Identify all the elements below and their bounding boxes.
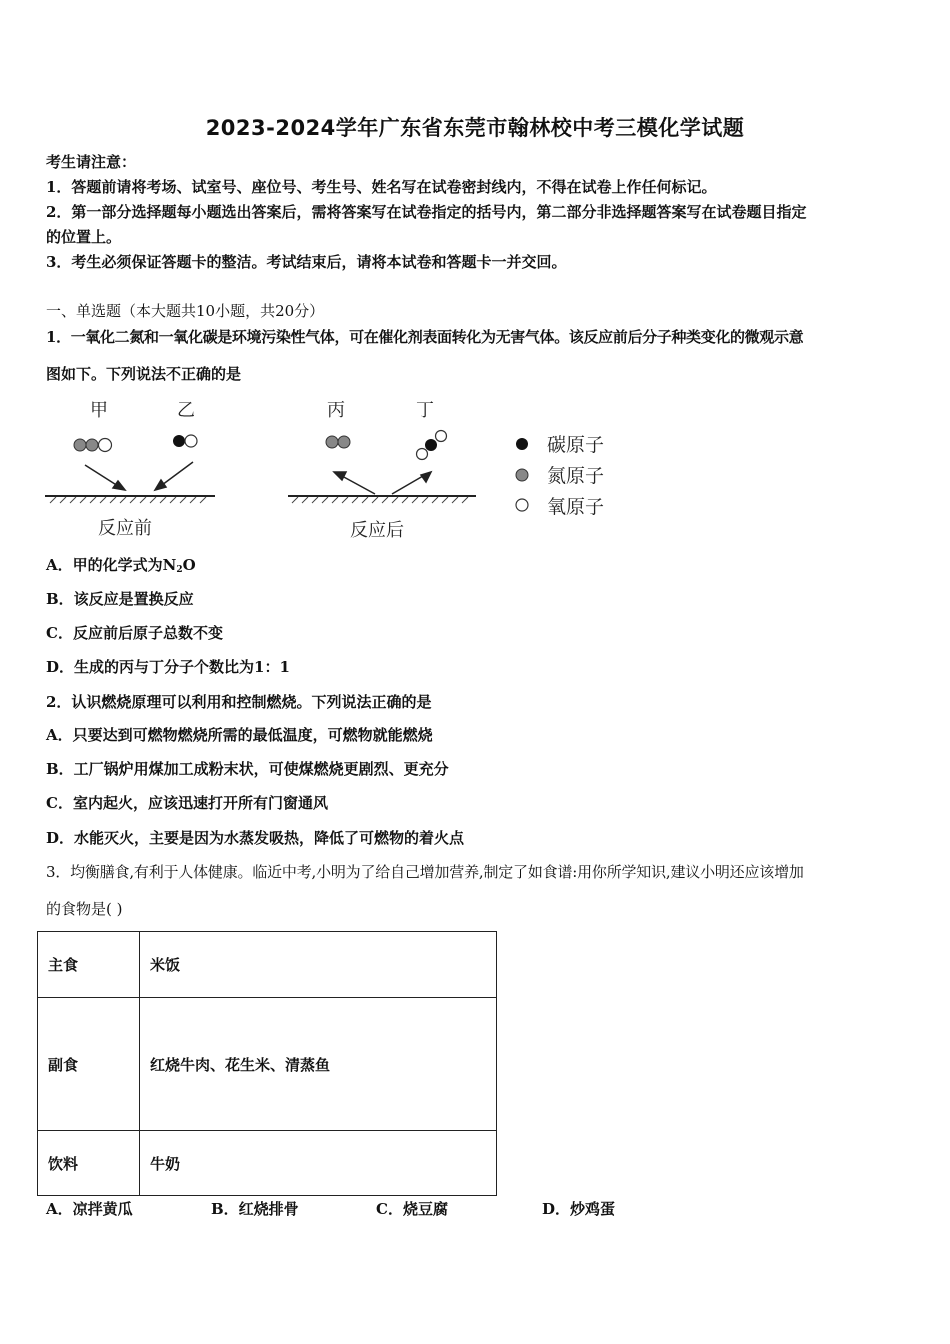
legend-carbon: 碳原子 <box>547 434 605 456</box>
caption-before: 反应前 <box>98 518 152 539</box>
label-ding: 丁 <box>416 400 434 421</box>
q2-option-c: C．室内起火，应该迅速打开所有门窗通风 <box>46 794 328 812</box>
q3-option-d: D．炒鸡蛋 <box>542 1200 616 1218</box>
notice-heading: 考生请注意： <box>46 153 137 171</box>
q2-option-b: B．工厂锅炉用煤加工成粉末状，可使煤燃烧更剧烈、更充分 <box>46 760 449 778</box>
menu-table <box>37 931 497 1196</box>
legend-oxygen: 氧原子 <box>547 496 605 518</box>
q3-stem-line1: 3．均衡膳食,有利于人体健康。临近中考,小明为了给自己增加营养,制定了如食谱:用你所学知识,建议小明还应该增加 <box>46 863 804 881</box>
table-cell-items: 红烧牛肉、花生米、清蒸鱼 <box>140 998 497 1131</box>
table-cell-items: 牛奶 <box>140 1131 497 1196</box>
arrows-before <box>85 462 193 490</box>
table-cell-category: 饮料 <box>38 1131 140 1196</box>
page-title: 2023-2024学年广东省东莞市翰林校中考三模化学试题 <box>205 116 745 140</box>
notice-item-1: 1．答题前请将考场、试室号、座位号、考生号、姓名写在试卷密封线内，不得在试卷上作任何标记。 <box>46 178 717 196</box>
notice-item-2: 2．第一部分选择题每小题选出答案后，需将答案写在试卷指定的括号内，第二部分非选择题答案写在试卷题目指定 <box>46 203 807 221</box>
arrows-after <box>334 472 431 494</box>
section-heading: 一、单选题（本大题共10小题，共20分） <box>46 302 325 320</box>
q1-stem-line2: 图如下。下列说法不正确的是 <box>46 365 242 383</box>
catalyst-surface-after <box>288 496 476 503</box>
notice-item-3: 3．考生必须保证答题卡的整洁。考试结束后，请将本试卷和答题卡一并交回。 <box>46 253 567 271</box>
table-row <box>38 932 497 998</box>
molecule-bing <box>326 436 350 448</box>
table-cell-category: 副食 <box>38 998 140 1131</box>
legend <box>516 434 604 518</box>
label-bing: 丙 <box>327 400 345 421</box>
molecule-jia <box>74 439 112 452</box>
q2-stem: 2．认识燃烧原理可以利用和控制燃烧。下列说法正确的是 <box>46 693 432 711</box>
notice-item-2-cont: 的位置上。 <box>46 228 122 246</box>
q2-option-a: A．只要达到可燃物燃烧所需的最低温度，可燃物就能燃烧 <box>46 726 433 744</box>
q3-option-b: B．红烧排骨 <box>211 1200 299 1218</box>
table-cell-category: 主食 <box>38 932 140 998</box>
q3-stem-line2: 的食物是( ) <box>46 900 123 918</box>
legend-nitrogen: 氮原子 <box>547 465 605 487</box>
catalyst-surface-before <box>45 496 215 503</box>
q3-option-a: A．凉拌黄瓜 <box>46 1200 133 1218</box>
q1-option-b: B．该反应是置换反应 <box>46 590 194 608</box>
label-yi: 乙 <box>177 400 195 421</box>
label-jia: 甲 <box>90 400 108 421</box>
table-cell-items: 米饭 <box>140 932 497 998</box>
q2-option-d: D．水能灭火，主要是因为水蒸发吸热，降低了可燃物的着火点 <box>46 829 465 847</box>
molecule-yi <box>173 435 197 447</box>
q1-option-c: C．反应前后原子总数不变 <box>46 624 223 642</box>
q1-stem-line1: 1．一氧化二氮和一氧化碳是环境污染性气体，可在催化剂表面转化为无害气体。该反应前后分子种类变化的微观示意 <box>46 328 804 346</box>
table-row <box>38 1131 497 1196</box>
q1-option-a: A．甲的化学式为$N_2O$ <box>46 556 196 575</box>
q1-option-d: D．生成的丙与丁分子个数比为1：1 <box>46 658 290 676</box>
reaction-diagram <box>40 392 640 552</box>
table-row <box>38 998 497 1131</box>
molecule-ding <box>417 431 447 460</box>
caption-after: 反应后 <box>350 520 404 541</box>
q3-option-c: C．烧豆腐 <box>376 1200 448 1218</box>
